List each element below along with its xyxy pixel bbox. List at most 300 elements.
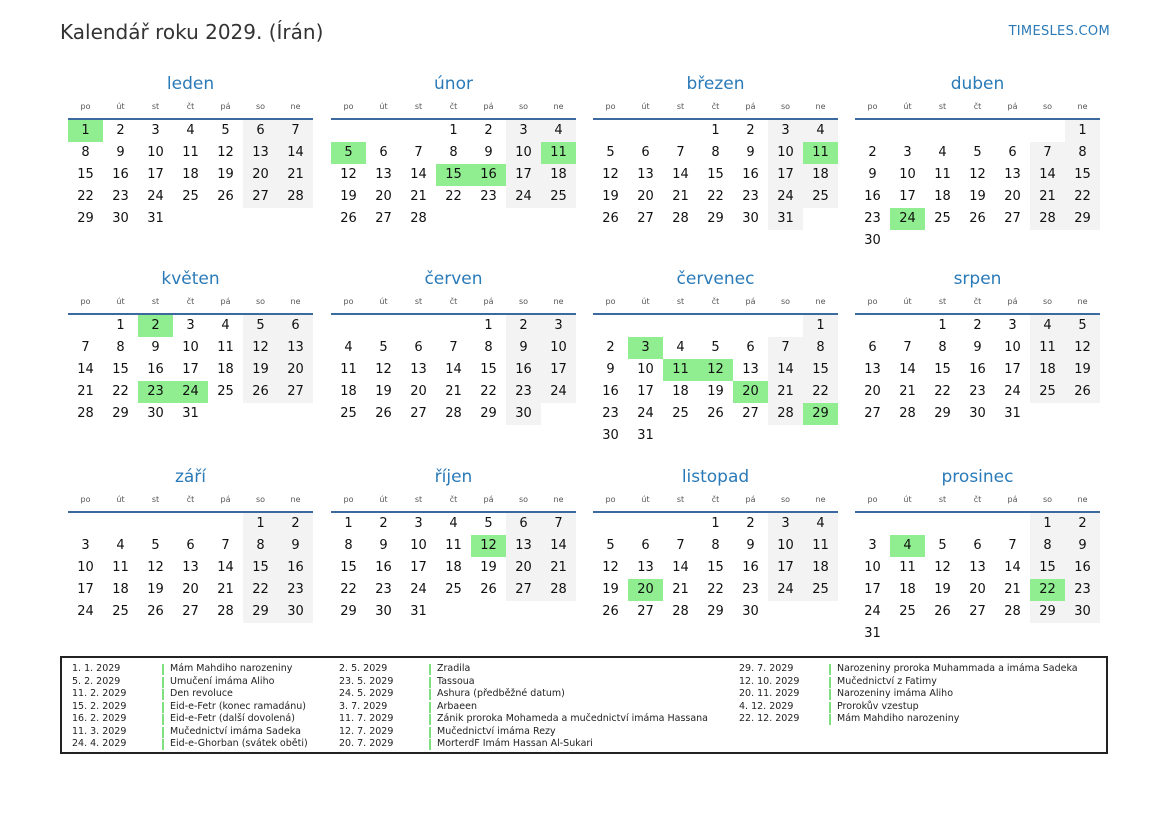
weekend-day[interactable]: 8 bbox=[1065, 142, 1100, 164]
day-cell[interactable]: 8 bbox=[344, 538, 353, 553]
holiday-day[interactable]: 24 bbox=[173, 381, 208, 403]
day-cell[interactable]: 27 bbox=[1004, 211, 1021, 226]
weekend-day[interactable]: 8 bbox=[803, 337, 838, 359]
day-cell[interactable]: 4 bbox=[221, 318, 230, 333]
weekend-day[interactable]: 27 bbox=[506, 579, 541, 601]
day-cell[interactable]: 20 bbox=[969, 582, 986, 597]
day-cell[interactable]: 22 bbox=[707, 189, 724, 204]
day-cell[interactable]: 15 bbox=[77, 167, 94, 182]
weekend-day[interactable]: 9 bbox=[278, 535, 313, 557]
day-cell[interactable]: 7 bbox=[676, 538, 685, 553]
weekend-day[interactable]: 5 bbox=[243, 315, 278, 337]
weekend-day[interactable]: 28 bbox=[768, 403, 803, 425]
weekend-day[interactable]: 21 bbox=[278, 164, 313, 186]
weekend-day[interactable]: 24 bbox=[506, 186, 541, 208]
day-cell[interactable]: 12 bbox=[375, 362, 392, 377]
day-cell[interactable]: 13 bbox=[864, 362, 881, 377]
day-cell[interactable]: 28 bbox=[672, 211, 689, 226]
weekend-day[interactable]: 30 bbox=[1065, 601, 1100, 623]
weekend-day[interactable]: 5 bbox=[1065, 315, 1100, 337]
day-cell[interactable]: 15 bbox=[934, 362, 951, 377]
day-cell[interactable]: 4 bbox=[938, 145, 947, 160]
weekend-day[interactable]: 3 bbox=[768, 513, 803, 535]
weekend-day[interactable]: 20 bbox=[278, 359, 313, 381]
day-cell[interactable]: 6 bbox=[973, 538, 982, 553]
day-cell[interactable]: 10 bbox=[147, 145, 164, 160]
day-cell[interactable]: 29 bbox=[707, 211, 724, 226]
weekend-day[interactable]: 13 bbox=[506, 535, 541, 557]
day-cell[interactable]: 16 bbox=[375, 560, 392, 575]
day-cell[interactable]: 12 bbox=[934, 560, 951, 575]
day-cell[interactable]: 17 bbox=[77, 582, 94, 597]
day-cell[interactable]: 16 bbox=[864, 189, 881, 204]
weekend-day[interactable]: 24 bbox=[768, 579, 803, 601]
day-cell[interactable]: 2 bbox=[973, 318, 982, 333]
day-cell[interactable]: 17 bbox=[637, 384, 654, 399]
day-cell[interactable]: 18 bbox=[899, 582, 916, 597]
day-cell[interactable]: 30 bbox=[147, 406, 164, 421]
day-cell[interactable]: 11 bbox=[934, 167, 951, 182]
weekend-day[interactable]: 4 bbox=[803, 513, 838, 535]
day-cell[interactable]: 10 bbox=[182, 340, 199, 355]
day-cell[interactable]: 1 bbox=[449, 123, 458, 138]
day-cell[interactable]: 1 bbox=[344, 516, 353, 531]
day-cell[interactable]: 10 bbox=[410, 538, 427, 553]
day-cell[interactable]: 27 bbox=[637, 604, 654, 619]
weekend-day[interactable]: 24 bbox=[768, 186, 803, 208]
weekend-day[interactable]: 22 bbox=[243, 579, 278, 601]
day-cell[interactable]: 9 bbox=[379, 538, 388, 553]
holiday-day[interactable]: 20 bbox=[733, 381, 768, 403]
day-cell[interactable]: 28 bbox=[899, 406, 916, 421]
weekend-day[interactable]: 14 bbox=[1030, 164, 1065, 186]
day-cell[interactable]: 2 bbox=[379, 516, 388, 531]
day-cell[interactable]: 30 bbox=[969, 406, 986, 421]
day-cell[interactable]: 6 bbox=[746, 340, 755, 355]
weekend-day[interactable]: 29 bbox=[243, 601, 278, 623]
day-cell[interactable]: 24 bbox=[864, 604, 881, 619]
day-cell[interactable]: 9 bbox=[746, 145, 755, 160]
weekend-day[interactable]: 15 bbox=[243, 557, 278, 579]
weekend-day[interactable]: 15 bbox=[1065, 164, 1100, 186]
day-cell[interactable]: 25 bbox=[182, 189, 199, 204]
day-cell[interactable]: 27 bbox=[864, 406, 881, 421]
day-cell[interactable]: 8 bbox=[449, 145, 458, 160]
day-cell[interactable]: 25 bbox=[217, 384, 234, 399]
day-cell[interactable]: 24 bbox=[1004, 384, 1021, 399]
day-cell[interactable]: 2 bbox=[868, 145, 877, 160]
weekend-day[interactable]: 25 bbox=[803, 579, 838, 601]
day-cell[interactable]: 13 bbox=[410, 362, 427, 377]
weekend-day[interactable]: 1 bbox=[1065, 120, 1100, 142]
day-cell[interactable]: 31 bbox=[1004, 406, 1021, 421]
day-cell[interactable]: 28 bbox=[1004, 604, 1021, 619]
day-cell[interactable]: 3 bbox=[151, 123, 160, 138]
day-cell[interactable]: 18 bbox=[934, 189, 951, 204]
day-cell[interactable]: 21 bbox=[410, 189, 427, 204]
day-cell[interactable]: 26 bbox=[480, 582, 497, 597]
day-cell[interactable]: 23 bbox=[742, 189, 759, 204]
day-cell[interactable]: 1 bbox=[711, 123, 720, 138]
day-cell[interactable]: 16 bbox=[742, 560, 759, 575]
day-cell[interactable]: 2 bbox=[484, 123, 493, 138]
weekend-day[interactable]: 7 bbox=[278, 120, 313, 142]
day-cell[interactable]: 11 bbox=[445, 538, 462, 553]
day-cell[interactable]: 26 bbox=[707, 406, 724, 421]
day-cell[interactable]: 15 bbox=[112, 362, 129, 377]
weekend-day[interactable]: 3 bbox=[506, 120, 541, 142]
day-cell[interactable]: 14 bbox=[672, 560, 689, 575]
weekend-day[interactable]: 14 bbox=[768, 359, 803, 381]
day-cell[interactable]: 5 bbox=[938, 538, 947, 553]
day-cell[interactable]: 5 bbox=[711, 340, 720, 355]
weekend-day[interactable]: 14 bbox=[541, 535, 576, 557]
day-cell[interactable]: 30 bbox=[375, 604, 392, 619]
day-cell[interactable]: 29 bbox=[480, 406, 497, 421]
holiday-day[interactable]: 5 bbox=[331, 142, 366, 164]
holiday-day[interactable]: 4 bbox=[890, 535, 925, 557]
day-cell[interactable]: 2 bbox=[746, 516, 755, 531]
day-cell[interactable]: 30 bbox=[742, 211, 759, 226]
weekend-day[interactable]: 30 bbox=[506, 403, 541, 425]
day-cell[interactable]: 21 bbox=[672, 582, 689, 597]
day-cell[interactable]: 23 bbox=[969, 384, 986, 399]
holiday-day[interactable]: 16 bbox=[471, 164, 506, 186]
day-cell[interactable]: 21 bbox=[899, 384, 916, 399]
weekend-day[interactable]: 16 bbox=[1065, 557, 1100, 579]
weekend-day[interactable]: 25 bbox=[1030, 381, 1065, 403]
day-cell[interactable]: 8 bbox=[938, 340, 947, 355]
weekend-day[interactable]: 2 bbox=[1065, 513, 1100, 535]
day-cell[interactable]: 3 bbox=[81, 538, 90, 553]
weekend-day[interactable]: 28 bbox=[541, 579, 576, 601]
day-cell[interactable]: 19 bbox=[480, 560, 497, 575]
weekend-day[interactable]: 2 bbox=[506, 315, 541, 337]
day-cell[interactable]: 27 bbox=[375, 211, 392, 226]
day-cell[interactable]: 31 bbox=[637, 428, 654, 443]
day-cell[interactable]: 26 bbox=[602, 211, 619, 226]
day-cell[interactable]: 19 bbox=[147, 582, 164, 597]
day-cell[interactable]: 5 bbox=[606, 538, 615, 553]
day-cell[interactable]: 26 bbox=[147, 604, 164, 619]
day-cell[interactable]: 11 bbox=[899, 560, 916, 575]
weekend-day[interactable]: 15 bbox=[1030, 557, 1065, 579]
day-cell[interactable]: 26 bbox=[217, 189, 234, 204]
day-cell[interactable]: 7 bbox=[449, 340, 458, 355]
day-cell[interactable]: 26 bbox=[934, 604, 951, 619]
day-cell[interactable]: 3 bbox=[414, 516, 423, 531]
weekend-day[interactable]: 30 bbox=[278, 601, 313, 623]
weekend-day[interactable]: 23 bbox=[278, 579, 313, 601]
day-cell[interactable]: 8 bbox=[484, 340, 493, 355]
day-cell[interactable]: 18 bbox=[217, 362, 234, 377]
day-cell[interactable]: 17 bbox=[182, 362, 199, 377]
day-cell[interactable]: 16 bbox=[112, 167, 129, 182]
day-cell[interactable]: 17 bbox=[147, 167, 164, 182]
day-cell[interactable]: 1 bbox=[711, 516, 720, 531]
day-cell[interactable]: 20 bbox=[410, 384, 427, 399]
day-cell[interactable]: 22 bbox=[707, 582, 724, 597]
holiday-day[interactable]: 12 bbox=[471, 535, 506, 557]
weekend-day[interactable]: 4 bbox=[541, 120, 576, 142]
day-cell[interactable]: 30 bbox=[112, 211, 129, 226]
holiday-day[interactable]: 29 bbox=[803, 403, 838, 425]
weekend-day[interactable]: 21 bbox=[768, 381, 803, 403]
day-cell[interactable]: 14 bbox=[1004, 560, 1021, 575]
weekend-day[interactable]: 9 bbox=[1065, 535, 1100, 557]
weekend-day[interactable]: 27 bbox=[278, 381, 313, 403]
day-cell[interactable]: 25 bbox=[445, 582, 462, 597]
weekend-day[interactable]: 22 bbox=[803, 381, 838, 403]
day-cell[interactable]: 29 bbox=[112, 406, 129, 421]
day-cell[interactable]: 5 bbox=[151, 538, 160, 553]
weekend-day[interactable]: 8 bbox=[243, 535, 278, 557]
weekend-day[interactable]: 23 bbox=[1065, 579, 1100, 601]
day-cell[interactable]: 29 bbox=[77, 211, 94, 226]
weekend-day[interactable]: 29 bbox=[1030, 601, 1065, 623]
weekend-day[interactable]: 24 bbox=[541, 381, 576, 403]
day-cell[interactable]: 4 bbox=[344, 340, 353, 355]
day-cell[interactable]: 20 bbox=[375, 189, 392, 204]
day-cell[interactable]: 17 bbox=[899, 189, 916, 204]
day-cell[interactable]: 15 bbox=[340, 560, 357, 575]
day-cell[interactable]: 1 bbox=[938, 318, 947, 333]
day-cell[interactable]: 11 bbox=[112, 560, 129, 575]
weekend-day[interactable]: 2 bbox=[278, 513, 313, 535]
day-cell[interactable]: 2 bbox=[116, 123, 125, 138]
day-cell[interactable]: 9 bbox=[746, 538, 755, 553]
brand-link[interactable]: TIMESLES.COM bbox=[1008, 24, 1110, 39]
weekend-day[interactable]: 6 bbox=[243, 120, 278, 142]
day-cell[interactable]: 16 bbox=[969, 362, 986, 377]
day-cell[interactable]: 10 bbox=[1004, 340, 1021, 355]
day-cell[interactable]: 3 bbox=[868, 538, 877, 553]
day-cell[interactable]: 26 bbox=[602, 604, 619, 619]
day-cell[interactable]: 14 bbox=[77, 362, 94, 377]
day-cell[interactable]: 19 bbox=[602, 189, 619, 204]
day-cell[interactable]: 23 bbox=[112, 189, 129, 204]
day-cell[interactable]: 17 bbox=[410, 560, 427, 575]
weekend-day[interactable]: 11 bbox=[803, 535, 838, 557]
weekend-day[interactable]: 10 bbox=[506, 142, 541, 164]
day-cell[interactable]: 1 bbox=[116, 318, 125, 333]
day-cell[interactable]: 18 bbox=[182, 167, 199, 182]
day-cell[interactable]: 17 bbox=[1004, 362, 1021, 377]
weekend-day[interactable]: 18 bbox=[803, 557, 838, 579]
day-cell[interactable]: 26 bbox=[969, 211, 986, 226]
weekend-day[interactable]: 25 bbox=[803, 186, 838, 208]
day-cell[interactable]: 12 bbox=[217, 145, 234, 160]
weekend-day[interactable]: 6 bbox=[278, 315, 313, 337]
weekend-day[interactable]: 10 bbox=[541, 337, 576, 359]
weekend-day[interactable]: 9 bbox=[506, 337, 541, 359]
day-cell[interactable]: 3 bbox=[1008, 318, 1017, 333]
day-cell[interactable]: 24 bbox=[77, 604, 94, 619]
day-cell[interactable]: 28 bbox=[410, 211, 427, 226]
day-cell[interactable]: 30 bbox=[602, 428, 619, 443]
day-cell[interactable]: 12 bbox=[969, 167, 986, 182]
day-cell[interactable]: 22 bbox=[934, 384, 951, 399]
day-cell[interactable]: 9 bbox=[484, 145, 493, 160]
weekend-day[interactable]: 19 bbox=[243, 359, 278, 381]
weekend-day[interactable]: 19 bbox=[1065, 359, 1100, 381]
holiday-day[interactable]: 23 bbox=[138, 381, 173, 403]
day-cell[interactable]: 20 bbox=[637, 189, 654, 204]
day-cell[interactable]: 18 bbox=[445, 560, 462, 575]
weekend-day[interactable]: 10 bbox=[768, 142, 803, 164]
holiday-day[interactable]: 24 bbox=[890, 208, 925, 230]
weekend-day[interactable]: 6 bbox=[506, 513, 541, 535]
weekend-day[interactable]: 12 bbox=[243, 337, 278, 359]
day-cell[interactable]: 22 bbox=[445, 189, 462, 204]
day-cell[interactable]: 8 bbox=[81, 145, 90, 160]
day-cell[interactable]: 5 bbox=[484, 516, 493, 531]
day-cell[interactable]: 11 bbox=[340, 362, 357, 377]
weekend-day[interactable]: 18 bbox=[1030, 359, 1065, 381]
weekend-day[interactable]: 26 bbox=[243, 381, 278, 403]
day-cell[interactable]: 9 bbox=[116, 145, 125, 160]
holiday-day[interactable]: 3 bbox=[628, 337, 663, 359]
day-cell[interactable]: 13 bbox=[637, 167, 654, 182]
holiday-day[interactable]: 1 bbox=[68, 120, 103, 142]
day-cell[interactable]: 8 bbox=[116, 340, 125, 355]
day-cell[interactable]: 6 bbox=[186, 538, 195, 553]
day-cell[interactable]: 9 bbox=[973, 340, 982, 355]
day-cell[interactable]: 2 bbox=[746, 123, 755, 138]
day-cell[interactable]: 18 bbox=[340, 384, 357, 399]
weekend-day[interactable]: 29 bbox=[1065, 208, 1100, 230]
day-cell[interactable]: 6 bbox=[1008, 145, 1017, 160]
day-cell[interactable]: 3 bbox=[186, 318, 195, 333]
weekend-day[interactable]: 17 bbox=[541, 359, 576, 381]
weekend-day[interactable]: 7 bbox=[768, 337, 803, 359]
day-cell[interactable]: 31 bbox=[182, 406, 199, 421]
day-cell[interactable]: 20 bbox=[182, 582, 199, 597]
day-cell[interactable]: 9 bbox=[151, 340, 160, 355]
weekend-day[interactable]: 20 bbox=[506, 557, 541, 579]
weekend-day[interactable]: 25 bbox=[541, 186, 576, 208]
weekend-day[interactable]: 11 bbox=[1030, 337, 1065, 359]
day-cell[interactable]: 7 bbox=[903, 340, 912, 355]
day-cell[interactable]: 7 bbox=[1008, 538, 1017, 553]
day-cell[interactable]: 19 bbox=[217, 167, 234, 182]
day-cell[interactable]: 29 bbox=[340, 604, 357, 619]
day-cell[interactable]: 19 bbox=[340, 189, 357, 204]
day-cell[interactable]: 21 bbox=[1004, 582, 1021, 597]
day-cell[interactable]: 13 bbox=[375, 167, 392, 182]
holiday-day[interactable]: 11 bbox=[803, 142, 838, 164]
day-cell[interactable]: 6 bbox=[868, 340, 877, 355]
day-cell[interactable]: 12 bbox=[602, 167, 619, 182]
day-cell[interactable]: 24 bbox=[637, 406, 654, 421]
holiday-day[interactable]: 11 bbox=[663, 359, 698, 381]
day-cell[interactable]: 19 bbox=[602, 582, 619, 597]
day-cell[interactable]: 12 bbox=[340, 167, 357, 182]
day-cell[interactable]: 28 bbox=[217, 604, 234, 619]
day-cell[interactable]: 25 bbox=[899, 604, 916, 619]
weekend-day[interactable]: 15 bbox=[803, 359, 838, 381]
weekend-day[interactable]: 13 bbox=[243, 142, 278, 164]
weekend-day[interactable]: 3 bbox=[768, 120, 803, 142]
day-cell[interactable]: 19 bbox=[969, 189, 986, 204]
day-cell[interactable]: 3 bbox=[903, 145, 912, 160]
day-cell[interactable]: 15 bbox=[707, 167, 724, 182]
day-cell[interactable]: 10 bbox=[77, 560, 94, 575]
day-cell[interactable]: 14 bbox=[672, 167, 689, 182]
holiday-day[interactable]: 11 bbox=[541, 142, 576, 164]
weekend-day[interactable]: 18 bbox=[541, 164, 576, 186]
day-cell[interactable]: 25 bbox=[340, 406, 357, 421]
weekend-day[interactable]: 23 bbox=[506, 381, 541, 403]
weekend-day[interactable]: 16 bbox=[278, 557, 313, 579]
weekend-day[interactable]: 17 bbox=[506, 164, 541, 186]
day-cell[interactable]: 13 bbox=[969, 560, 986, 575]
day-cell[interactable]: 8 bbox=[711, 145, 720, 160]
day-cell[interactable]: 21 bbox=[217, 582, 234, 597]
day-cell[interactable]: 15 bbox=[480, 362, 497, 377]
day-cell[interactable]: 13 bbox=[742, 362, 759, 377]
weekend-day[interactable]: 21 bbox=[541, 557, 576, 579]
day-cell[interactable]: 22 bbox=[77, 189, 94, 204]
day-cell[interactable]: 28 bbox=[77, 406, 94, 421]
day-cell[interactable]: 9 bbox=[606, 362, 615, 377]
day-cell[interactable]: 27 bbox=[969, 604, 986, 619]
weekend-day[interactable]: 26 bbox=[1065, 381, 1100, 403]
day-cell[interactable]: 31 bbox=[410, 604, 427, 619]
day-cell[interactable]: 5 bbox=[973, 145, 982, 160]
weekend-day[interactable]: 16 bbox=[506, 359, 541, 381]
weekend-day[interactable]: 1 bbox=[243, 513, 278, 535]
day-cell[interactable]: 28 bbox=[672, 604, 689, 619]
day-cell[interactable]: 22 bbox=[112, 384, 129, 399]
weekend-day[interactable]: 10 bbox=[768, 535, 803, 557]
day-cell[interactable]: 12 bbox=[602, 560, 619, 575]
day-cell[interactable]: 27 bbox=[410, 406, 427, 421]
day-cell[interactable]: 21 bbox=[77, 384, 94, 399]
day-cell[interactable]: 23 bbox=[864, 211, 881, 226]
day-cell[interactable]: 6 bbox=[379, 145, 388, 160]
day-cell[interactable]: 13 bbox=[637, 560, 654, 575]
day-cell[interactable]: 6 bbox=[641, 145, 650, 160]
day-cell[interactable]: 31 bbox=[864, 626, 881, 641]
day-cell[interactable]: 22 bbox=[340, 582, 357, 597]
weekend-day[interactable]: 7 bbox=[541, 513, 576, 535]
day-cell[interactable]: 10 bbox=[864, 560, 881, 575]
weekend-day[interactable]: 21 bbox=[1030, 186, 1065, 208]
day-cell[interactable]: 8 bbox=[711, 538, 720, 553]
day-cell[interactable]: 4 bbox=[676, 340, 685, 355]
holiday-day[interactable]: 12 bbox=[698, 359, 733, 381]
day-cell[interactable]: 25 bbox=[934, 211, 951, 226]
holiday-day[interactable]: 22 bbox=[1030, 579, 1065, 601]
weekend-day[interactable]: 17 bbox=[768, 164, 803, 186]
day-cell[interactable]: 26 bbox=[375, 406, 392, 421]
holiday-day[interactable]: 20 bbox=[628, 579, 663, 601]
weekend-day[interactable]: 18 bbox=[803, 164, 838, 186]
weekend-day[interactable]: 4 bbox=[1030, 315, 1065, 337]
day-cell[interactable]: 27 bbox=[637, 211, 654, 226]
day-cell[interactable]: 23 bbox=[742, 582, 759, 597]
day-cell[interactable]: 20 bbox=[864, 384, 881, 399]
day-cell[interactable]: 7 bbox=[414, 145, 423, 160]
day-cell[interactable]: 28 bbox=[445, 406, 462, 421]
weekend-day[interactable]: 14 bbox=[278, 142, 313, 164]
weekend-day[interactable]: 17 bbox=[768, 557, 803, 579]
weekend-day[interactable]: 7 bbox=[1030, 142, 1065, 164]
weekend-day[interactable]: 4 bbox=[803, 120, 838, 142]
weekend-day[interactable]: 28 bbox=[1030, 208, 1065, 230]
day-cell[interactable]: 14 bbox=[899, 362, 916, 377]
